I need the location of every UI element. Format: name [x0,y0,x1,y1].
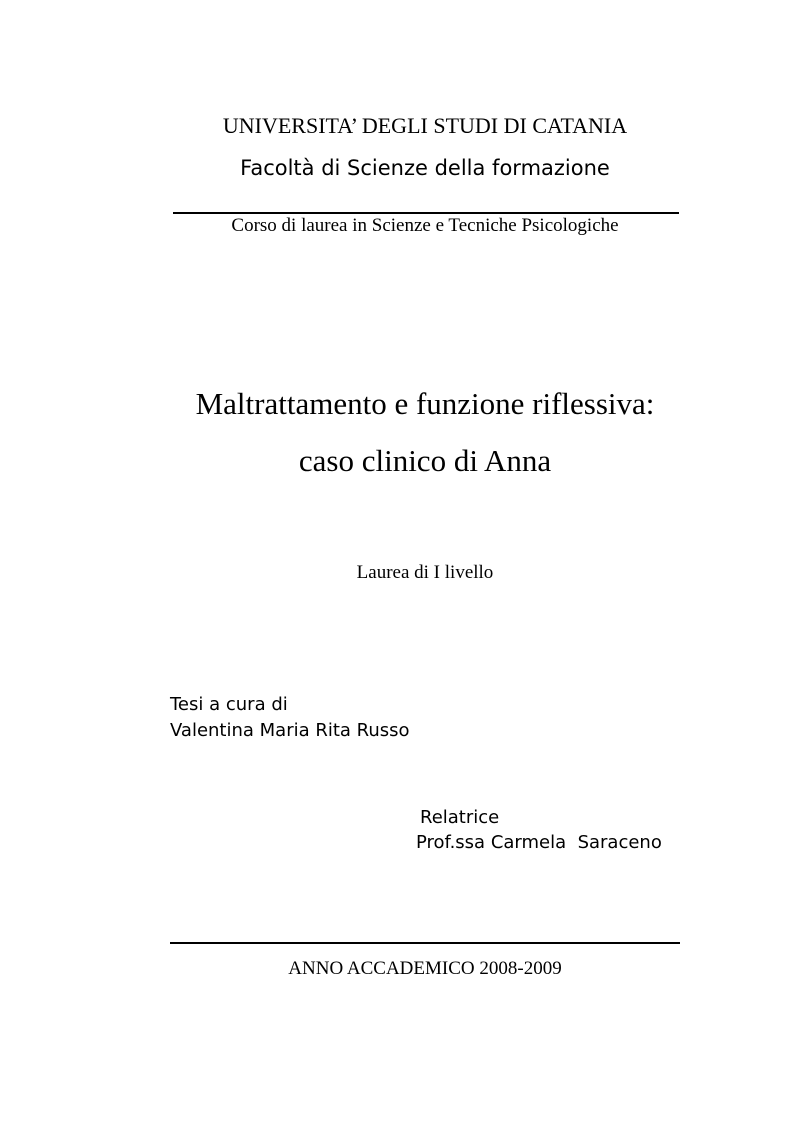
footer-divider [170,942,680,944]
author-name: Valentina Maria Rita Russo [170,720,410,741]
supervisor-label: Relatrice [420,807,500,828]
academic-year: ANNO ACCADEMICO 2008-2009 [288,958,562,979]
degree-level: Laurea di I livello [356,562,494,583]
author-label: Tesi a cura di [170,694,288,715]
thesis-title-line-1: Maltrattamento e funzione riflessiva: [195,386,655,421]
header-divider [173,212,679,214]
course-name: Corso di laurea in Scienze e Tecniche Psicologiche [231,215,619,236]
university-name: UNIVERSITA’ DEGLI STUDI DI CATANIA [222,113,628,138]
faculty-name: Facoltà di Scienze della formazione [240,156,610,180]
thesis-title-line-2: caso clinico di Anna [298,443,552,478]
supervisor-name: Prof.ssa Carmela Saraceno [416,832,662,853]
